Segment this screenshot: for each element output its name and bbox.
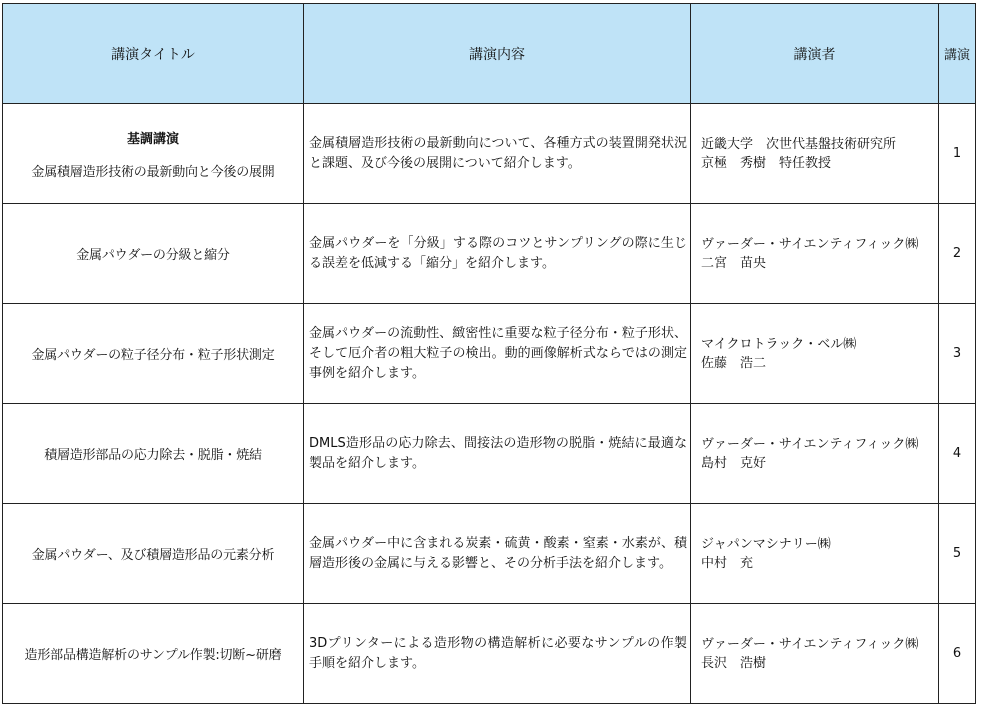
lecture-table: [2, 3, 976, 704]
lecture-number: 6: [939, 604, 976, 704]
table-header-row: [3, 4, 976, 104]
speaker-cell: [691, 304, 939, 404]
lecture-content: 金属パウダーの流動性、緻密性に重要な粒子径分布・粒子形状、そして厄介者の粗大粒子の検出。動的画像解析式ならではの測定事例を紹介します。: [309, 325, 687, 381]
lecture-number: 5: [939, 504, 976, 604]
keynote-badge: 基調講演: [126, 131, 179, 147]
lecture-title-cell: [3, 504, 304, 604]
header-title: 講演タイトル: [3, 4, 304, 104]
lecture-title: 造形部品構造解析のサンプル作製:切断~研磨: [24, 648, 282, 663]
lecture-content-cell: [304, 104, 691, 204]
speaker-name: 中村 充: [701, 555, 754, 571]
speaker-affiliation: ジャパンマシナリー㈱: [701, 536, 831, 552]
lecture-title-cell: [3, 404, 304, 504]
lecture-title: 積層造形部品の応力除去・脱脂・焼結: [44, 448, 262, 463]
header-content: 講演内容: [304, 4, 691, 104]
lecture-number: 2: [939, 204, 976, 304]
speaker-name: 長沢 浩樹: [701, 655, 767, 671]
lecture-content: 3Dプリンターによる造形物の構造解析に必要なサンプルの作製手順を紹介します。: [309, 635, 687, 671]
lecture-content-cell: [304, 304, 691, 404]
speaker-cell: [691, 404, 939, 504]
speaker-name: 島村 克好: [701, 455, 767, 471]
lecture-content-cell: [304, 504, 691, 604]
speaker-cell: [691, 604, 939, 704]
lecture-content: 金属積層造形技術の最新動向について、各種方式の装置開発状況と課題、及び今後の展開について紹介します。: [309, 135, 687, 171]
table-row: [3, 104, 976, 204]
lecture-number: 1: [939, 104, 976, 204]
speaker-affiliation: ヴァーダー・サイエンティフィック㈱: [701, 236, 919, 252]
lecture-content: 金属パウダーを「分級」する際のコツとサンプリングの際に生じる誤差を低減する「縮分」を紹介します。: [309, 235, 687, 271]
lecture-title: 金属パウダーの分級と縮分: [76, 248, 230, 263]
table-row: [3, 304, 976, 404]
lecture-content-cell: [304, 404, 691, 504]
lecture-title-cell: [3, 304, 304, 404]
table-row: [3, 504, 976, 604]
lecture-title: 金属パウダー、及び積層造形品の元素分析: [31, 548, 275, 563]
speaker-cell: [691, 104, 939, 204]
lecture-content: DMLS造形品の応力除去、間接法の造形物の脱脂・焼結に最適な製品を紹介します。: [309, 435, 687, 471]
speaker-cell: [691, 204, 939, 304]
speaker-name: 佐藤 浩二: [701, 355, 767, 371]
speaker-affiliation: ヴァーダー・サイエンティフィック㈱: [701, 636, 919, 652]
lecture-content-cell: [304, 604, 691, 704]
lecture-content: 金属パウダー中に含まれる炭素・硫黄・酸素・窒素・水素が、積層造形後の金属に与える影響と、その分析手法を紹介します。: [309, 535, 687, 571]
lecture-title: 金属パウダーの粒子径分布・粒子形状測定: [31, 348, 275, 363]
lecture-title: 金属積層造形技術の最新動向と今後の展開: [31, 164, 275, 180]
table-row: [3, 604, 976, 704]
header-speaker: 講演者: [691, 4, 939, 104]
lecture-content-cell: [304, 204, 691, 304]
speaker-cell: [691, 504, 939, 604]
speaker-affiliation: ヴァーダー・サイエンティフィック㈱: [701, 436, 919, 452]
lecture-number: 3: [939, 304, 976, 404]
lecture-title-cell: [3, 204, 304, 304]
table-row: [3, 204, 976, 304]
header-number: 講演: [939, 4, 976, 104]
lecture-title-cell: [3, 604, 304, 704]
speaker-name: 二宮 苗央: [701, 255, 767, 271]
table-row: [3, 404, 976, 504]
speaker-affiliation: 近畿大学 次世代基盤技術研究所: [701, 136, 897, 152]
lecture-number: 4: [939, 404, 976, 504]
lecture-title-cell: [3, 104, 304, 204]
speaker-affiliation: マイクロトラック・ベル㈱: [701, 336, 857, 352]
speaker-name: 京極 秀樹 特任教授: [701, 155, 832, 171]
